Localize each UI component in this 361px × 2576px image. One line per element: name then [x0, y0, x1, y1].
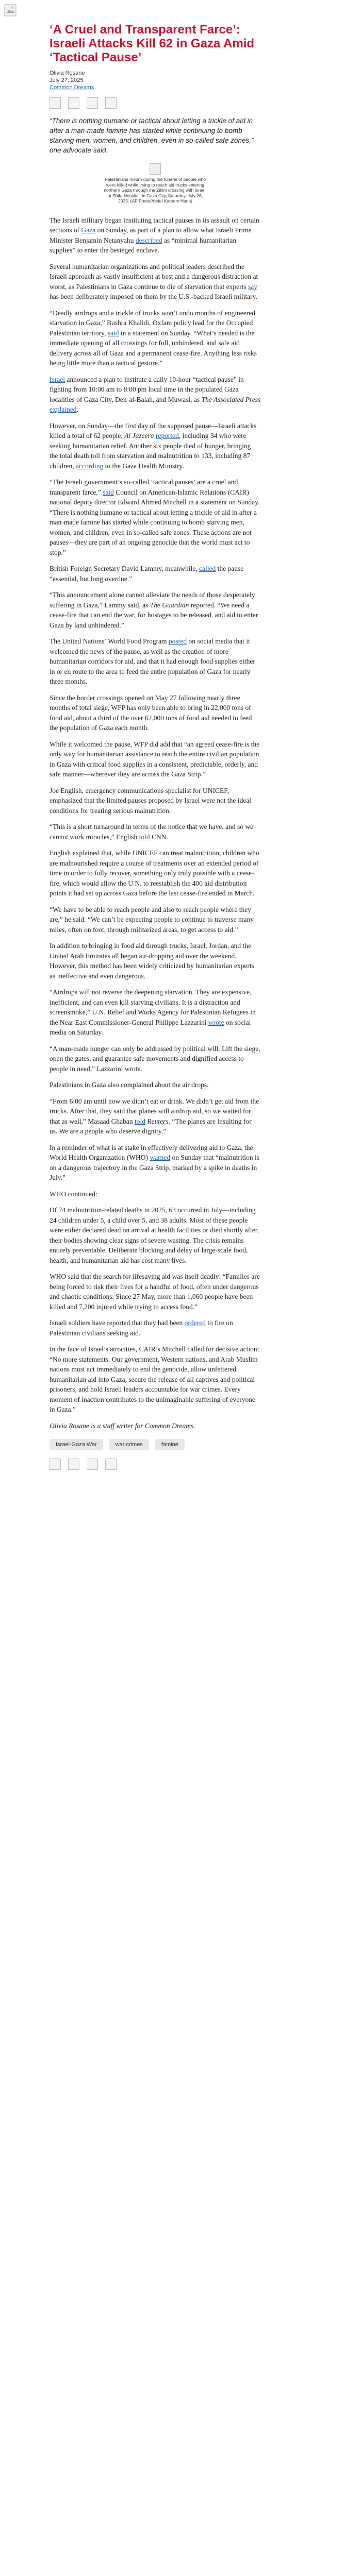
emphasis-text: Reuters — [147, 1117, 169, 1125]
body-text: CNN. — [150, 833, 168, 841]
inline-link[interactable]: warned — [150, 1154, 171, 1161]
article-body — [50, 215, 261, 1431]
inline-link[interactable]: wrote — [208, 1018, 224, 1026]
body-text: on Sunday that “malnutrition is on a dangerous trajectory in the Gaza Strip, marked by a spike in deaths in July.” — [50, 1154, 259, 1181]
body-paragraph — [50, 1205, 261, 1265]
body-text: Council on American-Islamic Relations (CAIR) national deputy director Edward Ahmed Mitchell in a statement on Sunday. “There is nothing humane or tactical about letting a trickle of aid in after a man-made famine has started while continuing to bomb starving men, women, and children, even in so-called safe zones. These actions are not pauses—they are part of an ongoing genocide that the world must act to stop.” — [50, 488, 260, 556]
body-text: Joe English, emergency communications specialist for UNICEF, emphasized that the limited pauses proposed by Israel were not the ideal conditions for treating serious malnutrition. — [50, 786, 251, 815]
body-paragraph — [50, 375, 261, 415]
body-text: the pause “essential, but long overdue.” — [50, 565, 244, 583]
body-text: , including 34 who were seeking humanitarian relief. Another six people died of hunger, bringing the total death toll from starvation and malnutrition to 133, including 87 children, — [50, 432, 251, 470]
body-text: to the Gaza Health Ministry. — [103, 462, 184, 470]
emphasis-text: The Guardian — [150, 601, 189, 609]
body-text: The United Nations’ World Food Program — [50, 637, 169, 645]
body-text: In the face of Israel’s atrocities, CAIR’s Mitchell called for decisive action: “No more statements. Our government, Western nations, and Arab Muslim nations must act immediately to end the genocide, allow unfettered humanitarian aid into Gaza, secure the release of all captives and political prisoners, and hold Israeli leaders accountable for war crimes. Every moment of inaction contributes to the unimaginable suffering of everyone in Gaza.” — [50, 1345, 259, 1413]
body-paragraph — [50, 1189, 261, 1199]
body-text: However, on Sunday—the first day of the supposed pause—Israeli attacks killed a total of 62 people, — [50, 421, 257, 439]
body-text: on Sunday, as part of a plan to allow what Israeli Prime Minister Benjamin Netanyahu — [50, 226, 252, 244]
body-text: as “minimal humanitarian supplies” to enter the besieged enclave. — [50, 236, 237, 254]
body-paragraph — [50, 941, 261, 981]
share-print-icon[interactable] — [105, 1459, 117, 1470]
body-text: The Israeli military began instituting tactical pauses in its assault on certain sections of — [50, 216, 259, 234]
inline-link[interactable]: described — [135, 236, 162, 244]
share-email-icon[interactable] — [87, 1459, 98, 1470]
body-paragraph — [50, 786, 261, 816]
inline-link[interactable]: told — [139, 833, 150, 841]
body-text: . — [76, 405, 78, 413]
inline-link[interactable]: told — [134, 1117, 145, 1125]
body-paragraph — [50, 1272, 261, 1312]
body-text: Palestinians in Gaza also complained about the air drops. — [50, 1081, 209, 1089]
body-paragraph — [50, 848, 261, 899]
body-text: WHO said that the search for lifesaving aid was itself deadly: “Families are being forced to risk their lives for a handful of food, often under dangerous and chaotic conditions. Since 27 May, more than 1,060 people have been killed and 7,200 injured while trying to access food.” — [50, 1273, 260, 1311]
body-text: Since the border crossings opened on May 27 following nearly three months of total siege, WFP has only been able to bring in 22,000 tons of food aid, about a third of the over 62,000 tons of food aid needed to feed the population of Gaza each month. — [50, 693, 252, 732]
tag-chip[interactable]: famine — [155, 1439, 185, 1450]
body-paragraph — [50, 590, 261, 630]
body-text: “This announcement alone cannot alleviate the needs of those desperately suffering in Gaza,” Lammy said, as — [50, 591, 255, 609]
inline-link[interactable]: said — [107, 329, 119, 337]
body-text: In a reminder of what is at stake in effectively delivering aid to Gaza, the World Health Organization (WHO) — [50, 1143, 253, 1161]
body-paragraph — [50, 987, 261, 1038]
body-paragraph — [50, 421, 261, 471]
body-paragraph — [50, 636, 261, 687]
body-text: announced a plan to institute a daily 10-hour “tactical pause” in fighting from 10:00 am to 8:00 pm local time in the populated Gaza localities of Gaza City, Deir al-Balah, and Muwasi, as — [50, 375, 244, 403]
source-link[interactable]: Common Dreams — [50, 84, 94, 91]
inline-link[interactable]: said — [103, 488, 114, 496]
inline-link[interactable]: called — [199, 565, 216, 572]
logo-icon — [4, 4, 17, 16]
body-paragraph — [50, 1318, 261, 1338]
inline-link[interactable]: Gaza — [81, 226, 96, 234]
body-text: on social media on Saturday. — [50, 1018, 251, 1036]
body-text: “The Israeli government’s so-called ‘tactical pauses’ are a cruel and transparent farce,” — [50, 478, 238, 496]
body-paragraph — [50, 477, 261, 557]
body-text: “Deadly airdrops and a trickle of trucks won’t undo months of engineered starvation in Gaza,” Bushra Khalidi, Oxfam policy lead for the Occupied Palestinian territory, — [50, 309, 256, 337]
tag-chip[interactable]: war crimes — [109, 1439, 149, 1450]
inline-link[interactable]: ordered — [184, 1319, 206, 1327]
body-paragraph — [50, 905, 261, 935]
share-twitter-icon[interactable] — [68, 1459, 79, 1470]
body-paragraph — [50, 693, 261, 733]
inline-link[interactable]: explained — [50, 405, 77, 413]
inline-link[interactable]: say — [248, 282, 258, 291]
image-caption: Palestinians mourn during the funeral of people who were killed while trying to reach aid trucks entering northern Gaza through the Zikim crossing with Israel, at Shifa Hospital, in Gaza City, Saturday, July 26, 2025. (AP Photo/Abdel Kareem Hana) — [104, 177, 207, 204]
inline-link[interactable]: posted — [168, 637, 187, 645]
article-title: ‘A Cruel and Transparent Farce’: Israeli Attacks Kill 62 in Gaza Amid ‘Tactical Pause’ — [50, 23, 255, 64]
body-text: on social media that it welcomed the news of the pause, as well as the creation of more humanitarian corridors for aid, and that it had enough food supplies either in or en route to the area to feed the entire population of Gaza for nearly three months. — [50, 637, 255, 685]
body-text: has been deliberately imposed on them by the U.S.-backed Israeli military. — [50, 293, 257, 300]
article-meta — [50, 70, 261, 91]
body-text: “We have to be able to reach people and also to reach people where they are,” he said. “We can’t be expecting people to continue to traverse many miles, often on foot, through militarized areas, to get access to aid.” — [50, 905, 254, 934]
share-twitter-icon[interactable] — [68, 97, 79, 109]
body-paragraph — [50, 1080, 261, 1090]
body-paragraph — [50, 822, 261, 842]
body-paragraph — [50, 1344, 261, 1415]
inline-link[interactable]: Israel — [50, 375, 65, 383]
body-text: Of 74 malnutrition-related deaths in 2025, 63 occurred in July—including 24 children under 5, a child over 5, and 38 adults. Most of these people were either declared dead on arrival at health facilities or died shortly after, their bodies showing clear signs of severe wasting. The crisis remains entirely preventable. Deliberate blocking and delay of large-scale food, health, and humanitarian aid has cost many lives. — [50, 1206, 259, 1264]
body-paragraph — [50, 308, 261, 368]
body-paragraph — [50, 262, 261, 302]
body-text: to fire on Palestinian civilians seeking aid. — [50, 1319, 233, 1337]
emphasis-text: Al Jazeera — [124, 432, 154, 439]
body-text: “From 6:00 am until now we didn’t eat or drink. We didn’t get aid from the trucks. After that, they said that planes will airdrop aid, so we waited for that as well,” Masaad Ghaban — [50, 1097, 259, 1125]
body-text: “A man-made hunger can only be addressed by political will. Lift the siege, open the gates, and guarantee safe movements and dignified access to people in need,” Lazzarini wrote. — [50, 1044, 260, 1073]
share-email-icon[interactable] — [87, 97, 98, 109]
article-lede: “There is nothing humane or tactical about letting a trickle of aid in after a man-made famine has started while continuing to bomb starving men, women, and children, even in so-called safe zones,” one advocate said. — [50, 117, 254, 154]
body-text: English explained that, while UNICEF can treat malnutrition, children who are malnourished require a course of treatments over an extended period of time in order to fully recover, something only truly possible with a cease-fire, which would allow the U.N. to reestablish the 400 aid distribution points it had set up across Gaza before the last cease-fire ended in March. — [50, 849, 259, 897]
body-text: reported. “We need a cease-fire that can end the war, for hostages to be released, and aid to enter Gaza by land unhindered.” — [50, 601, 258, 629]
body-text: WHO continued: — [50, 1190, 97, 1198]
article — [50, 23, 261, 1470]
body-text: “This is a short turnaround in terms of the notice that we have, and so we cannot work miracles,” English — [50, 823, 254, 841]
body-text: “Airdrops will not reverse the deepening starvation. They are expensive, inefficient, and can even kill starving civilians. It is a distraction and screensmoke,” U.N. Relief and Works Agency for Palestinian Refugees in the Near East Commissioner-General Philippe Lazzarini — [50, 988, 256, 1026]
body-paragraph — [50, 564, 261, 584]
body-text: in a statement on Sunday. “What’s needed is the immediate opening of all crossings for full, unhindered, and safe aid delivery across all of Gaza and a permanent cease-fire. Anything less risks being little more than a tactical gesture.” — [50, 329, 257, 367]
share-bar-top — [50, 97, 261, 109]
share-print-icon[interactable] — [105, 97, 117, 109]
body-text: In addition to bringing in food aid through trucks, Israel, Jordan, and the United Arab Emirates all began air-dropping aid over the weekend. However, this method has been widely criticized by humanitarian experts as ineffective and even dangerous. — [50, 942, 254, 980]
body-paragraph — [50, 215, 261, 256]
inline-link[interactable]: reported — [155, 432, 179, 439]
body-paragraph — [50, 1044, 261, 1074]
body-text: Israeli soldiers have reported that they had been — [50, 1319, 185, 1327]
body-text: While it welcomed the pause, WFP did add that “an agreed cease-fire is the only way for humanitarian assistance to reach the entire civilian population in Gaza with critical food supplies in a consistent, predictable, orderly, and safe manner—wherever they are across the Gaza Strip.” — [50, 740, 260, 778]
article-figure — [104, 163, 207, 204]
body-paragraph — [50, 739, 261, 779]
body-text: Several humanitarian organizations and political leaders described the Israeli approach as vastly insufficient at best and a dangerous distraction at worst, as Palestinians in Gaza continue to die of starvation that experts — [50, 262, 258, 291]
body-text: British Foreign Secretary David Lammy, meanwhile, — [50, 565, 200, 572]
emphasis-text: Olivia Rosane is a staff writer for Common Dreams. — [50, 1421, 195, 1430]
body-paragraph — [50, 1143, 261, 1183]
inline-link[interactable]: according — [75, 462, 104, 470]
body-paragraph — [50, 1421, 261, 1431]
emphasis-text: The Associated Press — [201, 395, 261, 403]
author-name: Olivia Rosane — [50, 70, 85, 76]
share-facebook-icon[interactable] — [50, 97, 61, 109]
body-paragraph — [50, 1096, 261, 1137]
image-icon — [150, 163, 161, 175]
share-facebook-icon[interactable] — [50, 1459, 61, 1470]
tag-chip[interactable]: Israel-Gaza War — [50, 1439, 103, 1450]
tag-list — [50, 1439, 261, 1450]
share-bar-bottom — [50, 1459, 261, 1470]
article-date: July 27, 2025 — [50, 77, 84, 83]
body-text: . “The planes are insulting for us. We are a people who deserve dignity.” — [50, 1117, 252, 1135]
